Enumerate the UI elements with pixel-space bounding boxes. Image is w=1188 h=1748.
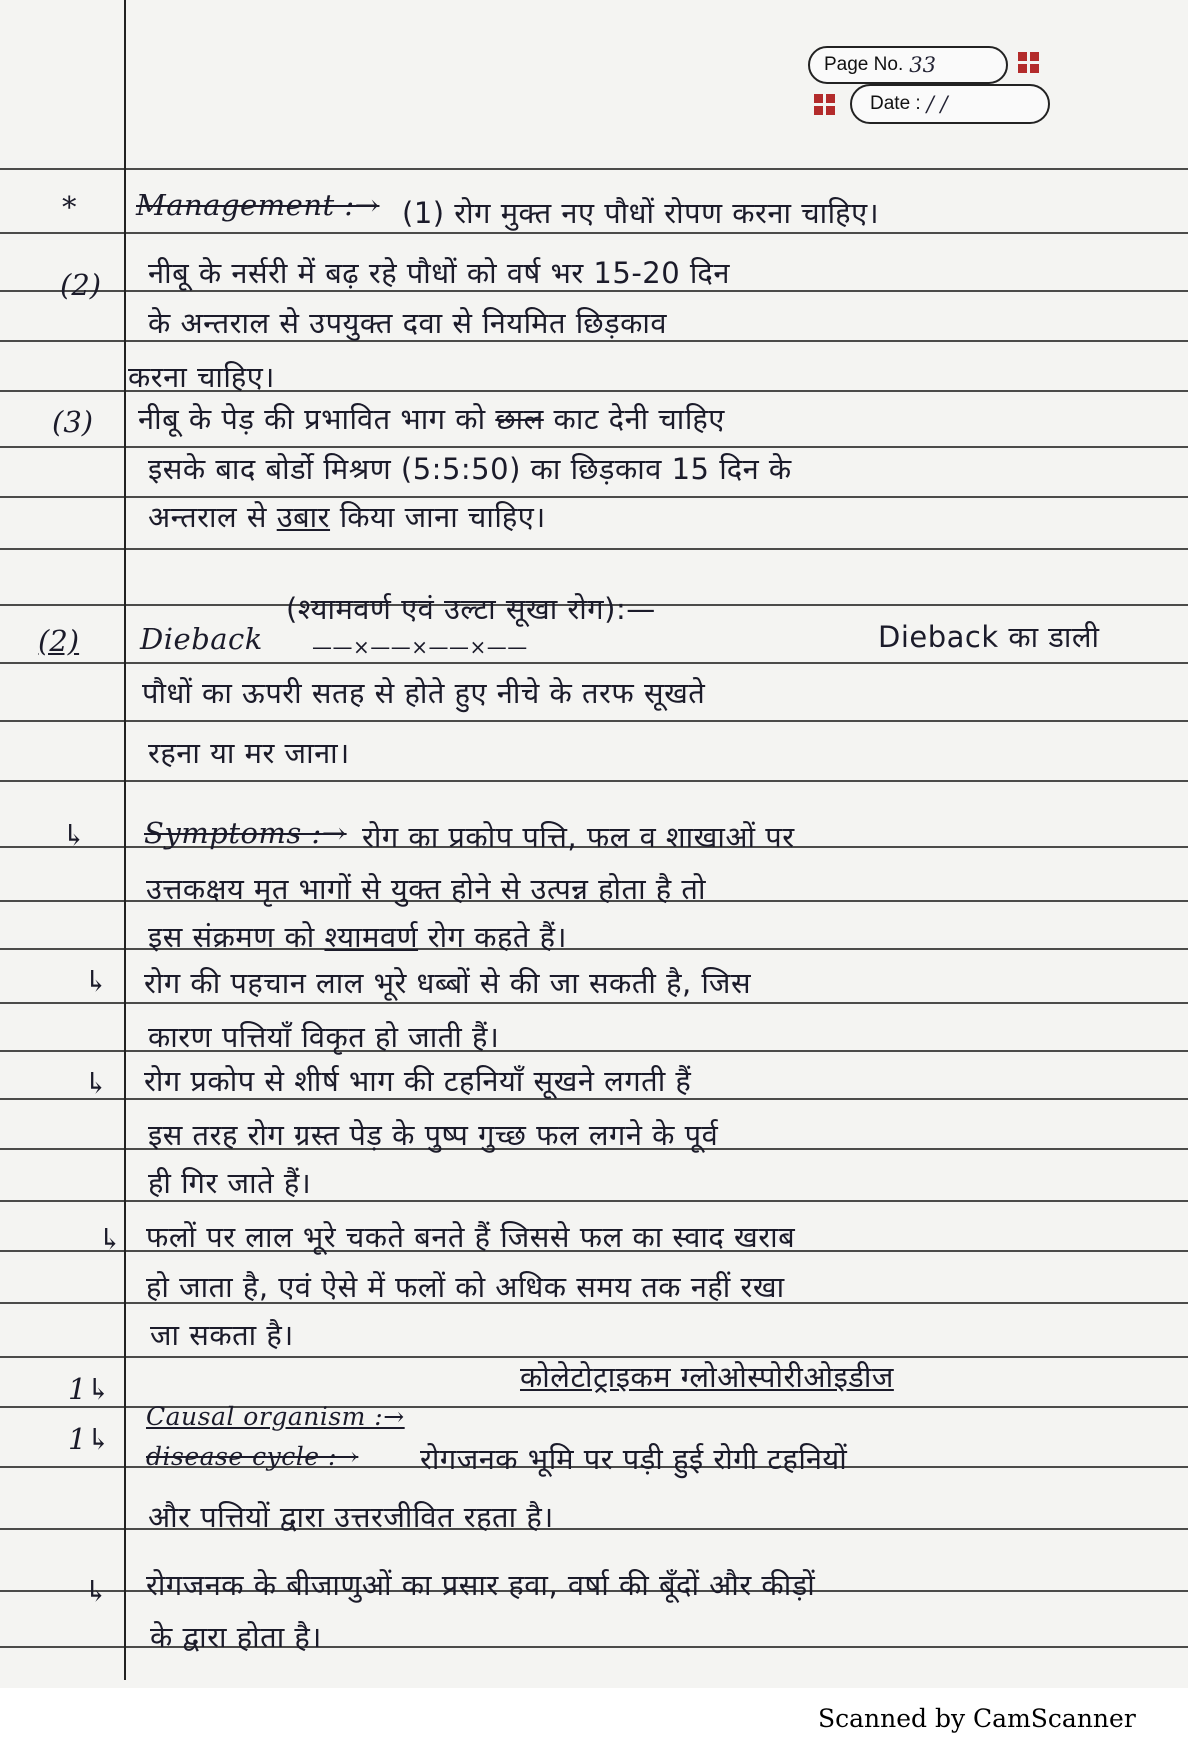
- ruled-line: [0, 720, 1188, 722]
- management-line: नीबू के नर्सरी में बढ़ रहे पौधों को वर्ष भर 15-20 दिन: [148, 256, 730, 290]
- page-number-box: [808, 46, 1008, 84]
- margin-line: [124, 0, 126, 1680]
- arrow-marker: ↳: [84, 964, 109, 998]
- ruled-line: [0, 662, 1188, 664]
- causal-organism-label: Causal organism :→: [146, 1402, 405, 1431]
- symptoms-line: कारण पत्तियाँ विकृत हो जाती हैं।: [148, 1020, 500, 1054]
- symptoms-line: [148, 920, 567, 954]
- symptoms-line: इस तरह रोग ग्रस्त पेड़ के पुष्प गुच्छ फल लगने के पूर्व: [148, 1118, 719, 1152]
- number-marker: (3): [52, 405, 94, 439]
- ruled-line: [0, 446, 1188, 448]
- dieback-label-right: Dieback का डाली: [878, 620, 1100, 654]
- management-text: अन्तराल से: [148, 500, 267, 534]
- management-line: [148, 500, 546, 534]
- arrow-marker: 1↳: [68, 1422, 111, 1456]
- symptoms-line: फलों पर लाल भूरे चकते बनते हैं जिससे फल का स्वाद खराब: [146, 1220, 796, 1254]
- dieback-line: पौधों का ऊपरी सतह से होते हुए नीचे के तरफ सूखते: [142, 676, 706, 710]
- management-text: नीबू के पेड़ की प्रभावित भाग को: [138, 402, 486, 436]
- date-value: / /: [926, 92, 948, 116]
- symptoms-line: रोग प्रकोप से शीर्ष भाग की टहनियाँ सूखने लगती हैं: [144, 1064, 692, 1098]
- management-text: काट देनी चाहिए: [553, 402, 725, 436]
- symptoms-line: हो जाता है, एवं ऐसे में फलों को अधिक समय तक नहीं रखा: [146, 1270, 785, 1304]
- ruled-line: [0, 1098, 1188, 1100]
- scanner-watermark: Scanned by CamScanner: [818, 1704, 1136, 1733]
- management-line: करना चाहिए।: [128, 360, 275, 394]
- symptoms-line: रोग की पहचान लाल भूरे धब्बों से की जा सकती है, जिस: [144, 966, 752, 1000]
- organism-line: रोगजनक भूमि पर पड़ी हुई रोगी टहनियों: [420, 1442, 848, 1476]
- management-line: इसके बाद बोर्डो मिश्रण (5:5:50) का छिड़काव 15 दिन के: [148, 452, 792, 486]
- page-no-value: 33: [909, 53, 936, 77]
- number-marker: (2): [38, 624, 80, 658]
- dieback-label: Dieback: [140, 622, 263, 656]
- notebook-logo-icon: [1018, 52, 1040, 74]
- ruled-line: [0, 168, 1188, 170]
- page-no-label: Page No.: [824, 54, 904, 75]
- symptoms-line: जा सकता है।: [150, 1318, 294, 1352]
- organism-line: रोगजनक के बीजाणुओं का प्रसार हवा, वर्षा की बूँदों और कीड़ों: [146, 1568, 816, 1602]
- arrow-marker: ↳: [62, 818, 87, 852]
- arrow-marker: ↳: [84, 1574, 109, 1608]
- ruled-line: [0, 1356, 1188, 1358]
- symptoms-label: Symptoms :→: [144, 816, 347, 850]
- pathogen-name: कोलेटोट्राइकम ग्लोओस्पोरीओइडीज: [520, 1360, 894, 1394]
- arrow-marker: 1↳: [68, 1372, 111, 1406]
- management-line: (1) रोग मुक्त नए पौधों रोपण करना चाहिए।: [402, 196, 880, 230]
- management-label: Management :→: [136, 188, 380, 222]
- symptoms-line: ही गिर जाते हैं।: [148, 1166, 312, 1200]
- ruled-line: [0, 780, 1188, 782]
- symptoms-text: इस संक्रमण को: [148, 920, 315, 954]
- ruled-line: [0, 232, 1188, 234]
- date-box: [850, 84, 1050, 124]
- ruled-line: [0, 548, 1188, 550]
- ruled-line: [0, 496, 1188, 498]
- notebook-logo-icon: [814, 94, 836, 116]
- struck-word: छाल: [495, 402, 544, 436]
- arrow-marker: ↳: [84, 1066, 109, 1100]
- disease-cycle-label: disease cycle :→: [146, 1442, 359, 1471]
- date-label: Date :: [870, 93, 921, 114]
- management-line: [138, 402, 725, 436]
- management-line: के अन्तराल से उपयुक्त दवा से नियमित छिड़काव: [148, 306, 668, 340]
- arrow-marker: ↳: [98, 1222, 123, 1256]
- organism-line: के द्वारा होता है।: [150, 1620, 322, 1654]
- dieback-dashes: ——×——×——×——: [312, 635, 528, 659]
- ruled-line: [0, 1002, 1188, 1004]
- star-marker: *: [62, 190, 77, 224]
- underlined-word: श्यामवर्ण: [324, 920, 419, 954]
- dieback-hindi-title: (श्यामवर्ण एवं उल्टा सूखा रोग):—: [286, 592, 656, 626]
- dieback-line: रहना या मर जाना।: [148, 736, 350, 770]
- underlined-word: उबार: [276, 500, 331, 534]
- symptoms-line: रोग का प्रकोप पत्ति, फल व शाखाओं पर: [362, 820, 795, 854]
- ruled-line: [0, 340, 1188, 342]
- symptoms-text: रोग कहते हैं।: [427, 920, 568, 954]
- symptoms-line: उत्तकक्षय मृत भागों से युक्त होने से उत्पन्न होता है तो: [146, 872, 706, 906]
- organism-line: और पत्तियों द्वारा उत्तरजीवित रहता है।: [148, 1500, 554, 1534]
- number-marker: (2): [60, 268, 102, 302]
- management-text: किया जाना चाहिए।: [339, 500, 546, 534]
- ruled-line: [0, 1200, 1188, 1202]
- ruled-line: [0, 290, 1188, 292]
